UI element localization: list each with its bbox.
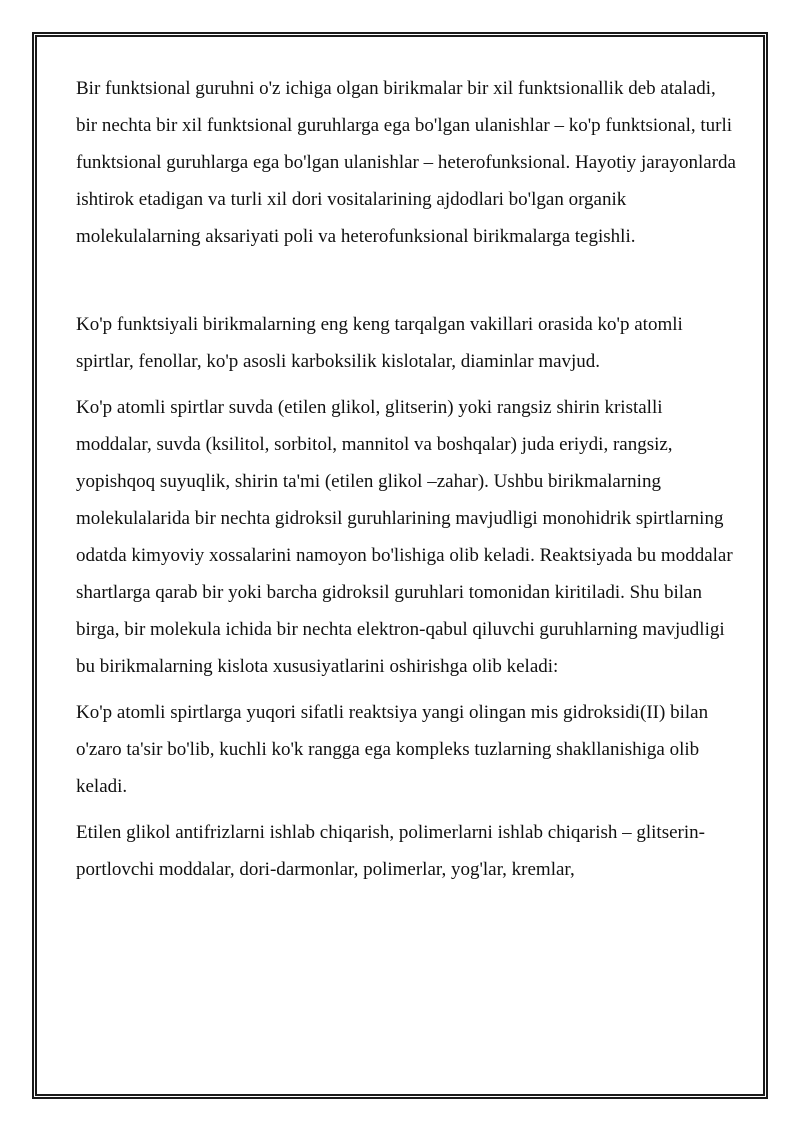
paragraph-2: Ko'p funktsiyali birikmalarning eng keng tarqalgan vakillari orasida ko'p atomli spirtlar, fenollar, ko'p asosli karboksilik kislotalar, diaminlar mavjud. xyxy=(76,314,683,372)
paragraph-1: Bir funktsional guruhni o'z ichiga olgan birikmalar bir xil funktsionallik deb ataladi, bir nechta bir xil funktsional guruhlarga ega bo'lgan ulanishlar – ko'p funktsional, turli funktsional guruhlarga ega bo'lgan ulanishlar – heterofunksional. Hayotiy jarayonlarda ishtirok etadigan va turli xil dori vositalarining ajdodlari bo'lgan organik molekulalarning aksariyati poli va heterofunksional birikmalarga tegishli. xyxy=(76,78,736,247)
paragraph-5: Etilen glikol antifrizlarni ishlab chiqarish, polimerlarni ishlab chiqarish – glitserin-portlovchi moddalar, dori-darmonlar, polimerlar, yog'lar, kremlar, xyxy=(76,822,705,880)
paragraph-spacer xyxy=(76,255,736,306)
paragraph-3: Ko'p atomli spirtlar suvda (etilen glikol, glitserin) yoki rangsiz shirin kristalli moddalar, suvda (ksilitol, sorbitol, mannitol va boshqalar) juda eriydi, rangsiz, yopishqoq suyuqlik, shirin ta'mi (etilen glikol –zahar). Ushbu birikmalarning molekulalarida bir nechta gidroksil guruhlarining mavjudligi monohidrik spirtlarning odatda kimyoviy xossalarini namoyon bo'lishiga olib keladi. Reaktsiyada bu moddalar shartlarga qarab bir yoki barcha gidroksil guruhlari tomonidan kiritiladi. Shu bilan birga, bir molekula ichida bir nechta elektron-qabul qiluvchi guruhlarning mavjudligi bu birikmalarning kislota xususiyatlarini oshirishga olib keladi: xyxy=(76,397,733,677)
document-body xyxy=(76,70,736,888)
paragraph-4: Ko'p atomli spirtlarga yuqori sifatli reaktsiya yangi olingan mis gidroksidi(II) bilan o'zaro ta'sir bo'lib, kuchli ko'k rangga ega kompleks tuzlarning shakllanishiga olib keladi. xyxy=(76,702,709,797)
paragraph-spacer xyxy=(76,805,736,814)
paragraph-spacer xyxy=(76,685,736,694)
paragraph-spacer xyxy=(76,380,736,389)
